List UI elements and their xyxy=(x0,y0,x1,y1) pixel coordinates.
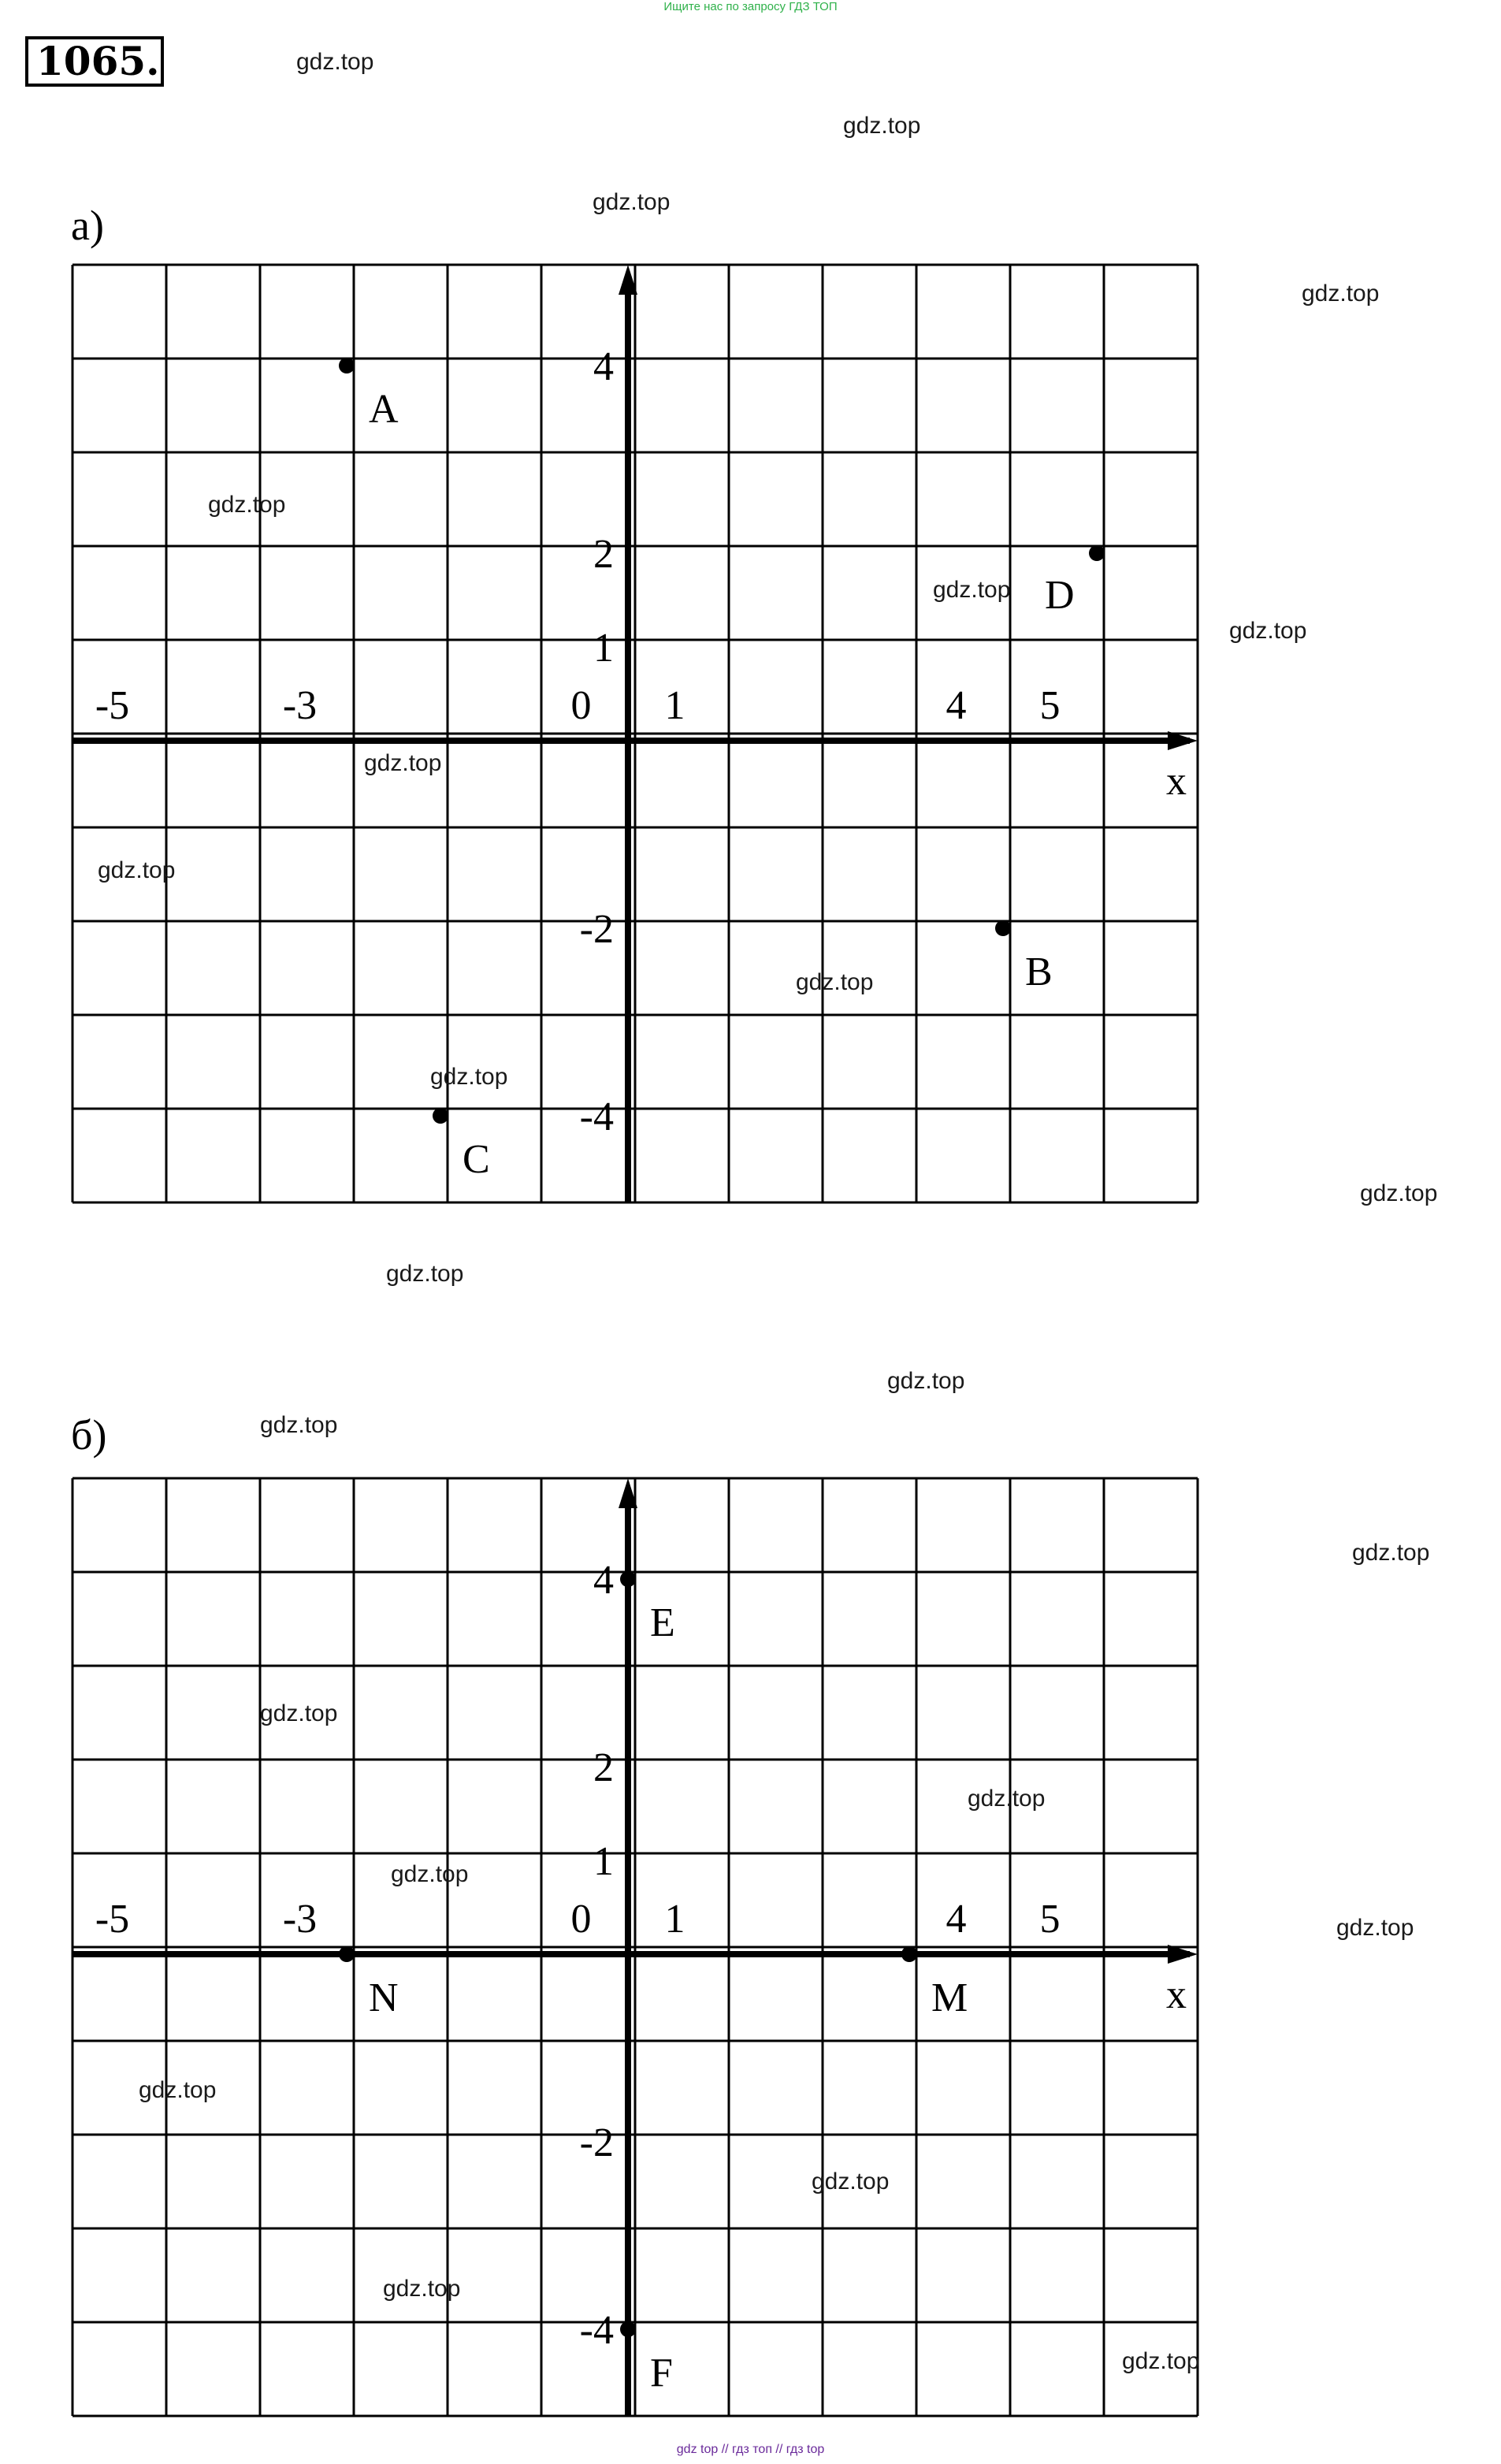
watermark: gdz.top xyxy=(812,2169,890,2195)
y-tick-label: -4 xyxy=(579,1094,614,1139)
watermark: gdz.top xyxy=(887,1368,965,1394)
watermark: gdz.top xyxy=(1360,1180,1438,1206)
top-banner: Ищите нас по запросу ГДЗ ТОП xyxy=(663,0,838,13)
watermark: gdz.top xyxy=(98,857,176,883)
watermark: gdz.top xyxy=(1229,618,1307,644)
watermark: gdz.top xyxy=(1302,281,1380,307)
problem-number: 1065. xyxy=(25,36,164,87)
y-tick-label: 1 xyxy=(593,626,614,671)
watermark: gdz.top xyxy=(430,1064,508,1090)
watermark: gdz.top xyxy=(260,1700,338,1726)
y-tick-label: 2 xyxy=(593,532,614,577)
watermark: gdz.top xyxy=(139,2077,217,2103)
point-label-n: N xyxy=(369,1975,399,2020)
x-tick-label: -5 xyxy=(95,1897,130,1942)
watermark: gdz.top xyxy=(208,492,286,518)
point-e xyxy=(620,1571,636,1587)
x-tick-label: 5 xyxy=(1039,683,1061,728)
x-tick-label: 4 xyxy=(946,683,967,728)
x-axis-label: x xyxy=(1166,759,1187,804)
watermark: gdz.top xyxy=(1352,1540,1430,1566)
part-b-label: б) xyxy=(71,1411,107,1459)
watermark: gdz.top xyxy=(364,750,442,776)
y-tick-label: -4 xyxy=(579,2308,614,2353)
point-label-c: C xyxy=(463,1137,490,1182)
y-tick-label: 4 xyxy=(593,1558,614,1603)
watermark: gdz.top xyxy=(968,1786,1046,1812)
point-label-b: B xyxy=(1025,950,1053,994)
watermark: gdz.top xyxy=(1122,2348,1200,2374)
x-tick-label: 1 xyxy=(664,1897,685,1942)
x-tick-label: 4 xyxy=(946,1897,967,1942)
y-tick-label: 4 xyxy=(593,344,614,389)
watermark: gdz.top xyxy=(391,1861,469,1887)
x-axis-label: x xyxy=(1166,1972,1187,2017)
point-m xyxy=(901,1946,917,1962)
watermark: gdz.top xyxy=(383,2276,461,2302)
x-tick-label: 0 xyxy=(570,683,592,728)
x-tick-label: 5 xyxy=(1039,1897,1061,1942)
x-tick-label: 0 xyxy=(570,1897,592,1942)
watermark: gdz.top xyxy=(260,1412,338,1438)
x-tick-label: -5 xyxy=(95,683,130,728)
grid xyxy=(72,1478,1198,2416)
point-n xyxy=(339,1946,355,1962)
x-tick-label: -3 xyxy=(282,683,318,728)
x-tick-label: -3 xyxy=(282,1897,318,1942)
watermark: gdz.top xyxy=(296,49,374,75)
point-label-a: A xyxy=(369,387,399,432)
y-tick-label: 1 xyxy=(593,1839,614,1884)
watermark: gdz.top xyxy=(593,189,671,215)
point-label-m: M xyxy=(931,1975,968,2020)
watermark: gdz.top xyxy=(796,969,874,995)
x-tick-label: 1 xyxy=(664,683,685,728)
point-f xyxy=(620,2321,636,2337)
point-label-d: D xyxy=(1045,573,1075,618)
watermark: gdz.top xyxy=(386,1261,464,1287)
y-tick-label: -2 xyxy=(579,2120,614,2165)
part-a-label: а) xyxy=(71,202,104,249)
y-tick-label: 2 xyxy=(593,1745,614,1790)
point-label-e: E xyxy=(650,1600,675,1645)
point-label-f: F xyxy=(650,2351,673,2395)
watermark: gdz.top xyxy=(1336,1915,1414,1941)
watermark: gdz.top xyxy=(843,113,921,139)
y-tick-label: -2 xyxy=(579,907,614,952)
footer: gdz top // гдз топ // гдз top xyxy=(676,2443,825,2456)
watermark: gdz.top xyxy=(933,577,1011,603)
